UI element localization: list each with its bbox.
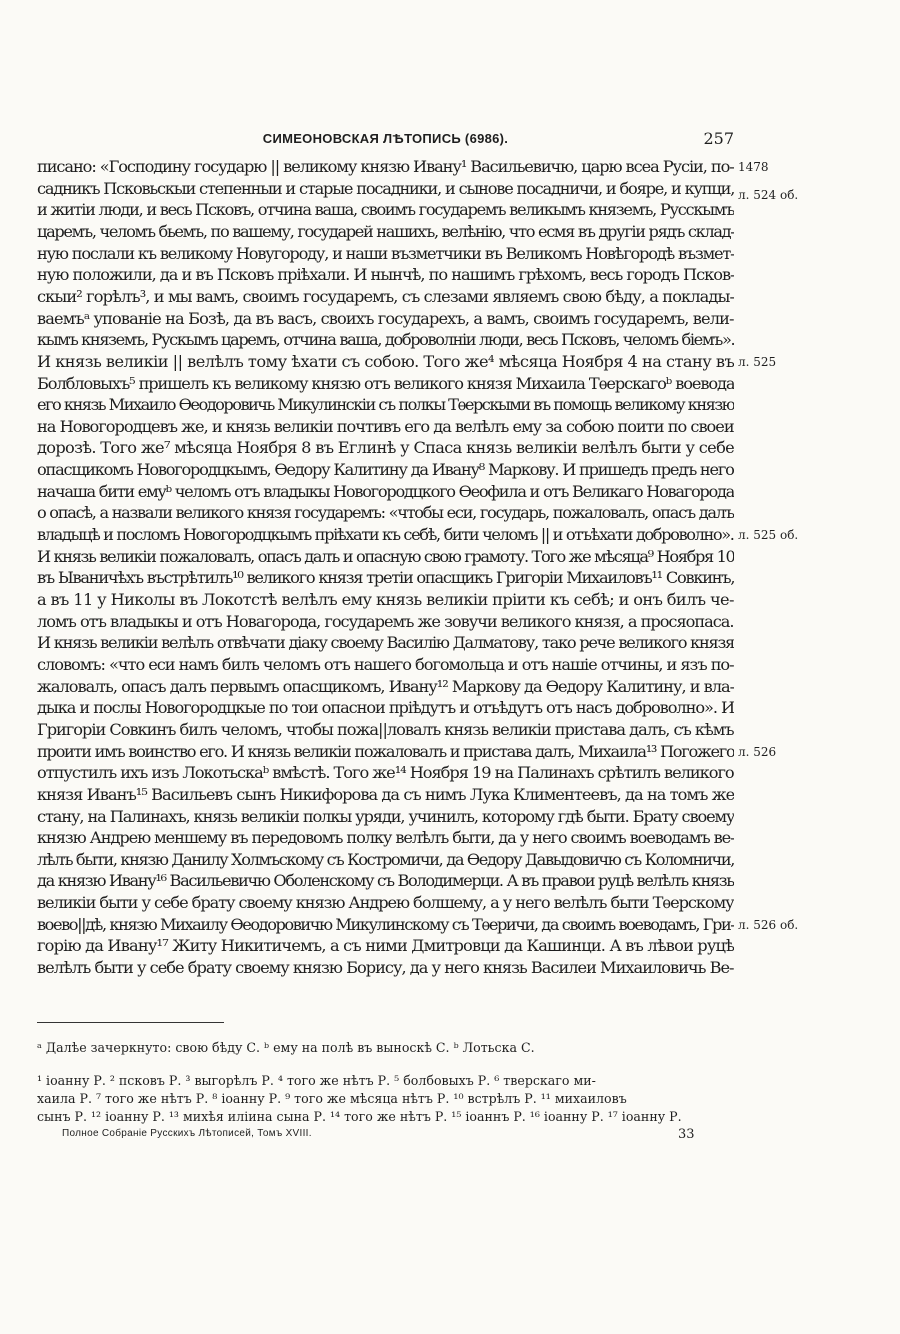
text-line: лѣлъ быти, князю Данилу Холмъскому съ Костромичи, да Ѳедору Давыдовичю съ Коломничи, [37, 849, 734, 869]
text-line: садникъ Псковьскыи степенныи и старые посадники, и сынове посадничи, и бояре, и купци, [37, 178, 734, 198]
footnote-line: ¹ іоанну Р. ² псковъ Р. ³ выгорѣлъ Р. ⁴ того же нѣтъ Р. ⁵ болбовыхъ Р. ⁶ тверскаго ми- [37, 1073, 596, 1088]
footnote-line: хаила Р. ⁷ того же нѣтъ Р. ⁸ іоанну Р. ⁹ того же мѣсяца нѣтъ Р. ¹⁰ встрѣлъ Р. ¹¹ михаиловъ [37, 1091, 627, 1106]
margin-note: л. 525 об. [738, 528, 799, 543]
publication-footer: Полное Собраніе Русскихъ Лѣтописей, Томъ XVIII. [62, 1128, 312, 1139]
signature-mark: 33 [678, 1127, 695, 1142]
text-line: отпустилъ ихъ изъ Локотьскаᵇ вмѣстѣ. Того же¹⁴ Ноября 19 на Палинахъ срѣтилъ великого [37, 763, 734, 783]
margin-note: л. 526 [738, 744, 777, 759]
page-number: 257 [703, 129, 734, 148]
text-line: ваемъᵃ упованіе на Бозѣ, да въ васъ, своихъ государехъ, а вамъ, своимъ государемъ, вели- [37, 308, 734, 328]
text-line: великіи быти у себе брату своему князю Андрею болшему, а у него велѣлъ быти Тѳерскому [37, 893, 734, 913]
text-line: воево||дѣ, князю Михаилу Ѳеодоровичю Микулинскому съ Тѳеричи, да своимъ воеводамъ, Гри- [37, 914, 734, 934]
text-line: писано: «Господину государю || великому князю Ивану¹ Васильевичю, царю всеа Русіи, по- [37, 157, 734, 176]
text-line: царемъ, челомъ бьемъ, по вашему, государей нашихъ, велѣнію, что есмя въ другіи рядъ склад- [37, 221, 734, 241]
text-line: Григоріи Совкинъ билъ челомъ, чтобы пожа||ловалъ князь великіи пристава далъ, съ кѣмъ [37, 719, 734, 739]
text-line: дыка и послы Новогородцкые по тои опаснои пріѣдутъ и отъѣдутъ отъ насъ доброволно». И [37, 698, 734, 718]
text-line: и житіи люди, и весь Псковъ, отчина ваша, своимъ государемъ великымъ княземъ, Русскымъ [37, 200, 734, 220]
footnote-line: сынъ Р. ¹² іоанну Р. ¹³ михѣя иліина сына Р. ¹⁴ того же нѣтъ Р. ¹⁵ іоаннъ Р. ¹⁶ іоанну Р. ¹⁷ іоанну Р. [37, 1109, 682, 1124]
text-line: князю Андрею меншему въ передовомъ полку велѣлъ быти, да у него своимъ воеводамъ ве- [37, 828, 734, 848]
text-line: дорозѣ. Того же⁷ мѣсяца Ноября 8 въ Еглинѣ у Спаса князь великіи велѣлъ быти у себе [37, 438, 734, 458]
text-line: опасщикомъ Новогородцкымъ, Ѳедору Калитину да Ивану⁸ Маркову. И пришедъ предъ него [37, 460, 734, 480]
text-line: И князь великіи велѣлъ отвѣчати діаку своему Василію Далматову, тако рече великого князя [37, 633, 734, 653]
text-line: его князь Михаило Ѳеодоровичь Микулинскіи съ полкы Тѳерскыми въ помощь великому князю [37, 395, 734, 415]
text-line: кымъ княземъ, Рускымъ царемъ, отчина ваша, доброволніи люди, весь Псковъ, челомъ біемъ». [37, 330, 734, 350]
text-line: словомъ: «что еси намъ билъ челомъ отъ нашего богомольца и отъ нашіе отчины, и язъ по- [37, 654, 734, 674]
text-line: проити имъ воинство его. И князь великіи пожаловалъ и пристава далъ, Михаила¹³ Погожего [37, 741, 734, 761]
text-line: велѣлъ быти у себе брату своему князю Борису, да у него князь Василеи Михаиловичь Ве- [37, 958, 734, 978]
text-line: а въ 11 у Николы въ Локотстѣ велѣлъ ему князь великіи пріити къ себѣ; и онъ билъ че- [37, 590, 734, 609]
text-line: владыцѣ и посломъ Новогородцкымъ пріѣхати къ себѣ, бити челомъ || и отъѣхати доброволно». [37, 525, 734, 545]
text-line: Болбловыхъ⁵ пришелъ къ великому князю отъ великого князя Михаила Тѳерскагоᵇ воевода [37, 373, 734, 393]
text-line: да князю Ивану¹⁶ Васильевичю Оболенскому съ Володимерци. А въ правои руцѣ велѣлъ князь [37, 871, 734, 891]
running-header [37, 131, 734, 155]
text-line: ломъ отъ владыкы и отъ Новагорода, государемъ же зовучи великого князя, а просяопаса. [37, 611, 734, 631]
margin-note: 1478 [738, 160, 769, 174]
text-line: начаша бити емуᵇ челомъ отъ владыкы Новогородцкого Ѳеофила и отъ Великаго Новагорода [37, 481, 734, 501]
text-line: ную положили, да и въ Псковъ пріѣхали. И нынчѣ, по нашимъ грѣхомъ, весь городъ Псков- [37, 265, 734, 285]
text-line: И князь великіи || велѣлъ тому ѣхати съ собою. Того же⁴ мѣсяца Ноября 4 на стану въ [37, 351, 734, 371]
footnote-rule [37, 1022, 224, 1023]
text-line: стану, на Палинахъ, князь великіи полкы уряди, учинилъ, которому гдѣ быти. Брату своему [37, 806, 734, 826]
text-line: ную послали къ великому Новугороду, и наши възметчики въ Великомъ Новѣгородѣ възмет- [37, 243, 734, 263]
text-line: на Новогородцевъ же, и князь великіи почтивъ его да велѣлъ ему за собою поити по своеи [37, 416, 734, 436]
margin-note: л. 524 об. [738, 187, 799, 202]
margin-note: л. 526 об. [738, 917, 799, 932]
text-line: И князь великіи пожаловалъ, опасъ далъ и опасную свою грамоту. Того же мѣсяца⁹ Ноября 10 [37, 546, 734, 566]
variant-footnotes: ᵃ Далѣе зачеркнуто: свою бѣду С. ᵇ ему на полѣ въ выноскѣ С. ᵇ Лотьска С. [37, 1040, 535, 1055]
text-line: князя Иванъ¹⁵ Васильевъ сынъ Никифорова да съ нимъ Лука Климентеевъ, да на томъ же [37, 784, 734, 804]
text-line: жаловалъ, опасъ далъ первымъ опасщикомъ, Ивану¹² Маркову да Ѳедору Калитину, и вла- [37, 676, 734, 696]
running-title: СИМЕОНОВСКАЯ ЛѢТОПИСЬ (6986). [262, 131, 509, 146]
text-line: о опасѣ, а назвали великого князя государемъ: «чтобы еси, государь, пожаловалъ, опасъ далъ [37, 503, 734, 523]
text-line: въ Ываничѣхъ въстрѣтилъ¹⁰ великого князя третіи опасщикъ Григоріи Михаиловъ¹¹ Совкинъ, [37, 568, 734, 588]
text-line: горію да Ивану¹⁷ Житу Никитичемъ, а съ ними Дмитровци да Кашинци. А въ лѣвои руцѣ [37, 936, 734, 956]
margin-note: л. 525 [738, 354, 777, 369]
text-line: скыи² горѣлъ³, и мы вамъ, своимъ государемъ, съ слезами являемъ свою бѣду, а поклады- [37, 286, 734, 306]
